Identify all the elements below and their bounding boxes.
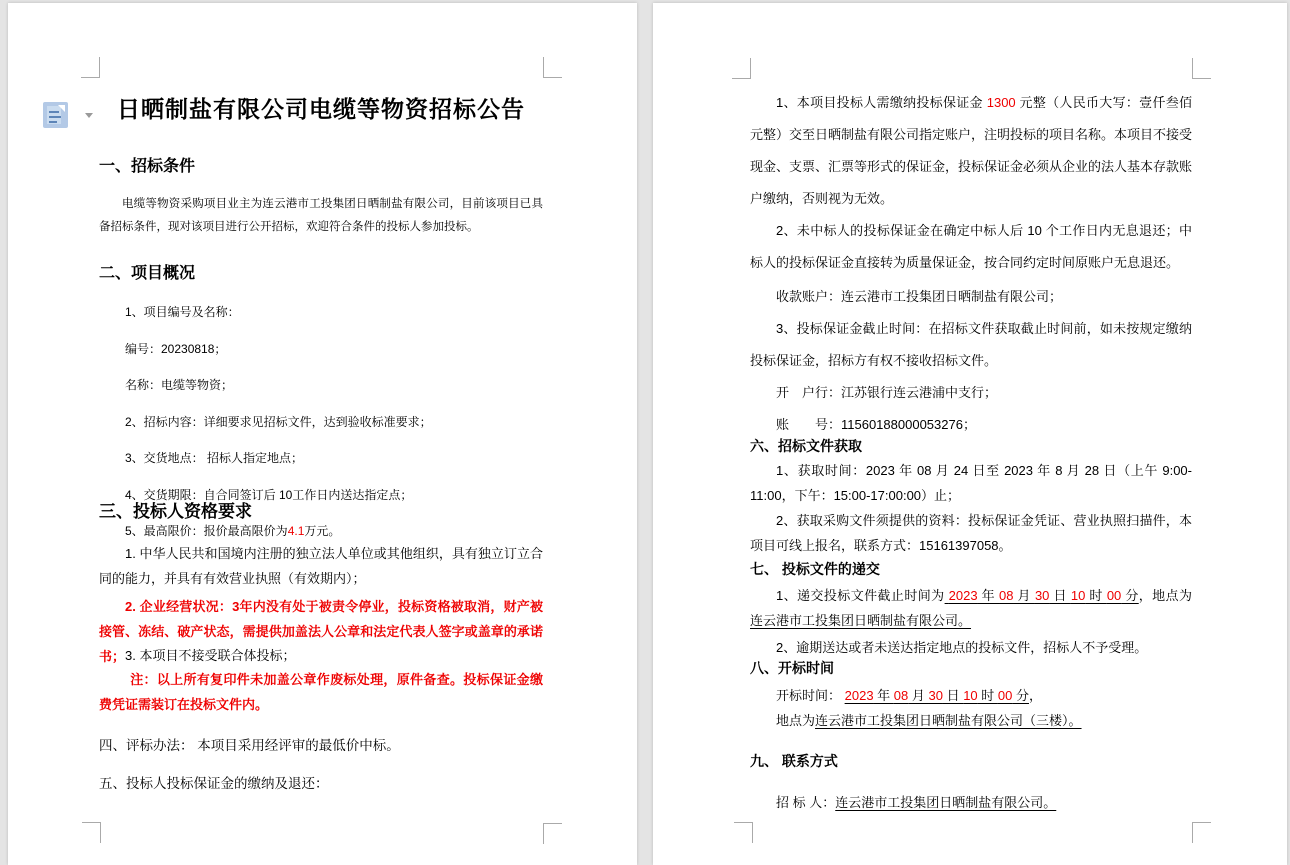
account-number-line: 账 号：11560188000053276； [776,417,976,432]
margin-mark-bottom-left [82,822,101,843]
margin-mark-top-left [732,58,751,79]
submission-deadline: 2023 年 08 月 30 日 10 时 00 分 [948,588,1139,603]
margin-mark-bottom-left [734,822,753,843]
section-4-line: 四、评标办法： 本项目采用经评审的最低价中标。 [99,738,400,753]
deposit-paragraph-2: 2、未中标人的投标保证金在确定中标人后 10 个工作日内无息退还；中标人的投标保证金直接转为质量保证金，按合同约定时间原账户无息退还。 [750,223,1192,270]
section-5-line: 五、投标人投标保证金的缴纳及退还： [99,776,329,791]
bid-opening-time-line: 开标时间： 2023 年 08 月 30 日 10 时 00 分， [776,688,1042,703]
section-7-item-1: 1、递交投标文件截止时间为 2023 年 08 月 30 日 10 时 00 分，地点为连云港市工投集团日晒制盐有限公司。 [750,588,1192,628]
margin-mark-top-right [1192,58,1211,79]
paste-options-icon [43,102,68,128]
bid-opening-datetime: 2023 年 08 月 30 日 10 时 00 分 [844,688,1029,703]
section-8-heading: 八、开标时间 [750,660,834,676]
margin-mark-top-left [81,57,100,78]
section-3-item-3: 3. 本项目不接受联合体投标； [125,648,296,663]
max-price-value: 4.1 [287,524,305,538]
section-2-item: 编号：20230818； [125,342,227,356]
margin-mark-bottom-right [1192,822,1211,843]
section-1-heading: 一、招标条件 [99,158,196,175]
section-2-item: 4、交货期限：自合同签订后 10工作日内送达指定点； [125,488,413,502]
section-2-item: 3、交货地点： 招标人指定地点； [125,451,304,465]
section-3-heading: 三、投标人资格要求 [99,502,252,521]
section-2-heading: 二、项目概况 [99,265,196,282]
paste-options-caret[interactable] [83,110,95,122]
section-3-item-1: 1. 中华人民共和国境内注册的独立法人单位或其他组织，具有独立订立合同的能力，并具有有效营业执照（有效期内）； [99,546,543,586]
margin-mark-bottom-right [543,823,562,844]
deposit-paragraph-1: 1、本项目投标人需缴纳投标保证金 1300 元整（人民币大写：壹仟叁佰元整）交至日晒制盐有限公司指定账户，注明投标的项目名称。本项目不接受现金、支票、汇票等形式的保证金，投标保证金必须从企业的法人基本存款账户缴纳，否则视为无效。 [750,95,1193,206]
deposit-amount: 1300 [986,95,1016,110]
section-2-item: 2、招标内容：详细要求见招标文件，达到验收标准要求； [125,415,432,429]
section-3-item-2-warning: 2. 企业经营状况：3年内没有处于被责令停业，投标资格被取消，财产被接管、冻结、破产状态，需提供加盖法人公章和法定代表人签字或盖章的承诺书； [99,599,543,664]
section-7-item-2: 2、逾期送达或者未送达指定地点的投标文件，招标人不予受理。 [776,640,1148,655]
section-2-item-max-price: 5、最高限价：报价最高限价为4.1万元。 [125,524,341,538]
document-title: 日晒制盐有限公司电缆等物资招标公告 [117,96,525,122]
section-2-item: 名称：电缆等物资； [125,378,234,392]
page-1 [8,3,637,865]
page-2 [653,3,1287,865]
bid-opening-location-line: 地点为连云港市工投集团日晒制盐有限公司（三楼）。 [776,713,1082,728]
section-6-heading: 六、招标文件获取 [750,438,862,454]
tenderer-line: 招 标 人：连云港市工投集团日晒制盐有限公司。 [776,795,1057,810]
section-6-item-1: 1、获取时间：2023 年 08 月 24 日至 2023 年 8 月 28 日（上午 9:00-11:00，下午：15:00-17:00:00）止； [750,463,1192,503]
chevron-down-icon [85,113,93,118]
section-7-heading: 七、 投标文件的递交 [750,561,880,577]
section-1-body: 电缆等物资采购项目业主为连云港市工投集团日晒制盐有限公司，目前该项目已具备招标条件，现对该项目进行公开招标，欢迎符合条件的投标人参加投标。 [99,198,543,233]
bank-line: 开 户行：江苏银行连云港浦中支行； [776,385,998,400]
bid-opening-location: 连云港市工投集团日晒制盐有限公司（三楼）。 [815,713,1082,728]
submission-location: 连云港市工投集团日晒制盐有限公司。 [750,613,972,628]
section-6-item-2: 2、获取采购文件须提供的资料：投标保证金凭证、营业执照扫描件，本项目可线上报名，联系方式：15161397058。 [750,513,1192,553]
section-9-heading: 九、 联系方式 [750,753,838,769]
section-2-item: 1、项目编号及名称： [125,305,240,319]
tenderer-name: 连云港市工投集团日晒制盐有限公司。 [835,795,1057,810]
deposit-deadline-paragraph: 3、投标保证金截止时间：在招标文件获取截止时间前，如未按规定缴纳投标保证金，招标方有权不接收招标文件。 [750,321,1192,368]
paste-options-button[interactable] [43,102,99,130]
margin-mark-top-right [543,57,562,78]
section-3-note: 注：以上所有复印件未加盖公章作废标处理，原件备查。投标保证金缴费凭证需装订在投标文件内。 [99,672,543,712]
payee-account-line: 收款账户：连云港市工投集团日晒制盐有限公司； [776,289,1063,304]
